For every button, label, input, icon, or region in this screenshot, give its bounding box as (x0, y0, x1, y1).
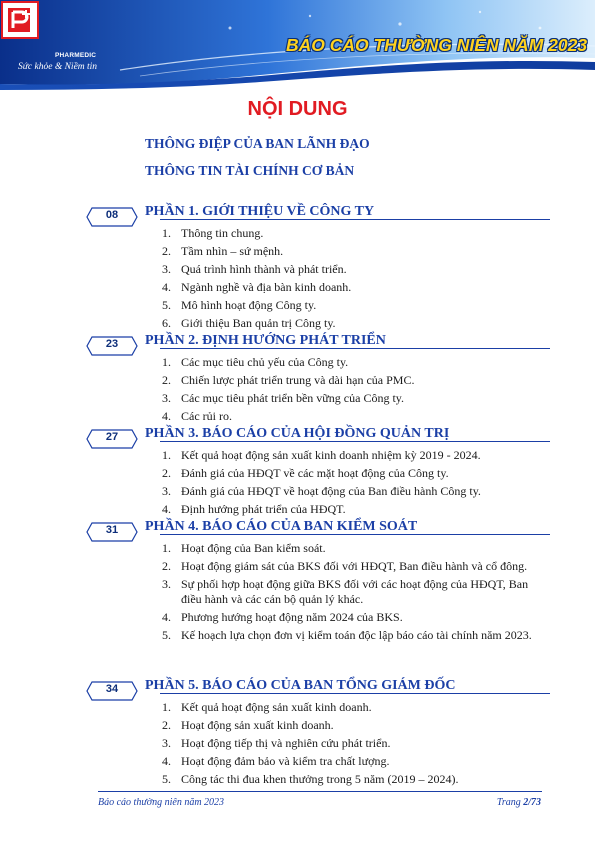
section-item-list (0, 700, 546, 790)
section-item-list (0, 226, 546, 334)
page-title: NỘI DUNG (247, 98, 348, 120)
list-item[interactable]: 5. Công tác thi đua khen thưởng trong 5 năm (2019 – 2024). (162, 772, 459, 786)
report-title: BÁO CÁO THƯỜNG NIÊN NĂM 2023 (286, 35, 588, 55)
list-item[interactable]: 3. Các mục tiêu phát triển bền vững của Công ty. (162, 391, 405, 405)
section-title[interactable]: PHẦN 5. BÁO CÁO CỦA BAN TỔNG GIÁM ĐỐC (145, 678, 456, 693)
footer-page-indicator (497, 797, 541, 808)
list-item[interactable]: 5. Mô hình hoạt động Công ty. (162, 298, 317, 312)
section-title[interactable]: PHẦN 1. GIỚI THIỆU VỀ CÔNG TY (145, 204, 375, 219)
list-item[interactable]: 1. Hoạt động của Ban kiểm soát. (162, 541, 326, 555)
list-item[interactable]: 2. Hoạt động giám sát của BKS đối với HĐQT, Ban điều hành và cổ đông. (162, 559, 528, 573)
section-page-number[interactable]: 27 (105, 431, 119, 443)
list-item[interactable]: 1. Thông tin chung. (162, 226, 264, 240)
list-item[interactable]: 3. Quá trình hình thành và phát triển. (162, 262, 347, 276)
section-title[interactable]: PHẦN 2. ĐỊNH HƯỚNG PHÁT TRIỂN (145, 333, 386, 348)
list-item[interactable]: 3. Sự phối hợp hoạt động giữa BKS đối với các hoạt động của HĐQT, Ban điều hành và các cán bộ quản lý khác. (162, 577, 529, 606)
list-item[interactable]: 3. Hoạt động tiếp thị và nghiên cứu phát triển. (162, 736, 391, 750)
page-label: Trang (496, 797, 521, 808)
section-page-number[interactable]: 31 (105, 524, 119, 536)
page-value: 2/73 (523, 797, 541, 808)
list-item[interactable]: 1. Kết quả hoạt động sản xuất kinh doanh. (162, 700, 372, 714)
list-item[interactable]: 4. Các rủi ro. (162, 409, 232, 423)
list-item[interactable]: 4. Phương hướng hoạt động năm 2024 của BKS. (162, 610, 403, 624)
list-item[interactable]: 4. Ngành nghề và địa bàn kinh doanh. (162, 280, 352, 294)
section-page-number[interactable]: 34 (105, 683, 119, 695)
list-item[interactable]: 5. Kế hoạch lựa chọn đơn vị kiểm toán độc lập báo cáo tài chính năm 2023. (162, 628, 532, 642)
list-item[interactable]: 6. Giới thiệu Ban quản trị Công ty. (162, 316, 336, 330)
list-item[interactable]: 1. Các mục tiêu chủ yếu của Công ty. (162, 355, 349, 369)
list-item[interactable]: 2. Chiến lược phát triển trung và dài hạn của PMC. (162, 373, 415, 387)
header-banner (0, 0, 595, 92)
list-item[interactable]: 4. Định hướng phát triển của HĐQT. (162, 502, 346, 516)
section-item-list (0, 448, 546, 520)
section-page-number[interactable]: 08 (105, 209, 119, 221)
section-page-number[interactable]: 23 (105, 338, 119, 350)
section-item-list (0, 541, 546, 646)
toc-leadership-message[interactable]: THÔNG ĐIỆP CỦA BAN LÃNH ĐẠO (145, 136, 370, 151)
footer-divider (98, 791, 542, 792)
section-title[interactable]: PHẦN 3. BÁO CÁO CỦA HỘI ĐỒNG QUẢN TRỊ (145, 426, 450, 441)
list-item[interactable]: 4. Hoạt động đảm bảo và kiểm tra chất lượng. (162, 754, 390, 768)
toc-financial-info[interactable]: THÔNG TIN TÀI CHÍNH CƠ BẢN (145, 163, 355, 178)
section-item-list (0, 355, 546, 427)
brand-slogan: Sức khỏe & Niềm tin (18, 62, 98, 72)
footer-report-name: Báo cáo thường niên năm 2023 (98, 797, 225, 808)
list-item[interactable]: 1. Kết quả hoạt động sản xuất kinh doanh nhiệm kỳ 2019 - 2024. (162, 448, 481, 462)
list-item[interactable]: 3. Đánh giá của HĐQT về hoạt động của Ban điều hành Công ty. (162, 484, 481, 498)
list-item[interactable]: 2. Đánh giá của HĐQT về các mặt hoạt động của Công ty. (162, 466, 449, 480)
list-item[interactable]: 2. Hoạt động sản xuất kinh doanh. (162, 718, 334, 732)
list-item[interactable]: 2. Tầm nhìn – sứ mệnh. (162, 244, 284, 258)
section-title[interactable]: PHẦN 4. BÁO CÁO CỦA BAN KIỂM SOÁT (145, 519, 418, 534)
pharmedic-logo-icon (0, 0, 40, 40)
brand-name: PHARMEDIC (55, 52, 97, 59)
